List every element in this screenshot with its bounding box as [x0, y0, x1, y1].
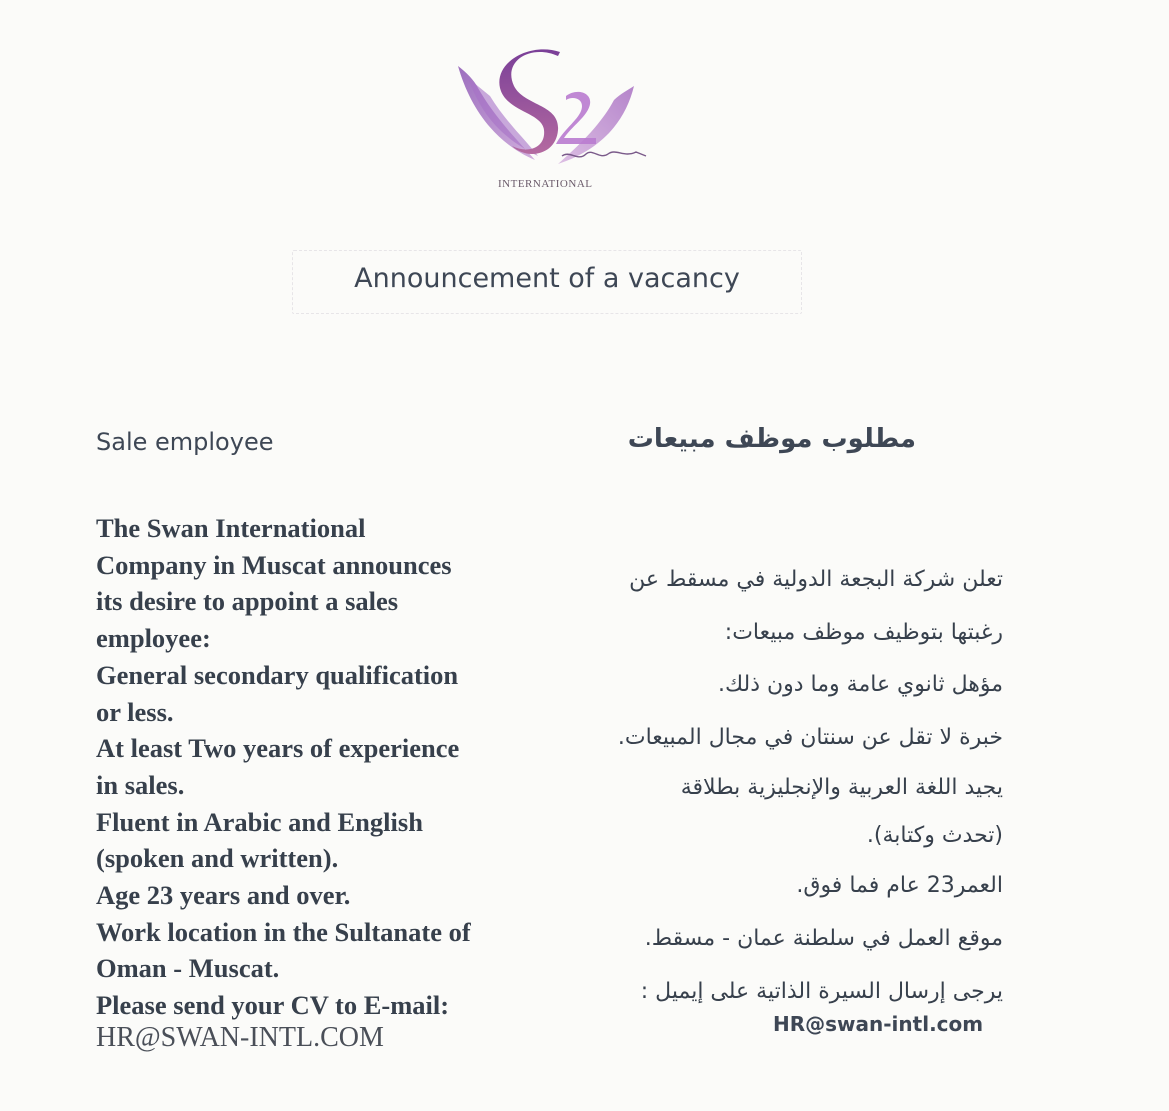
english-body	[96, 510, 538, 1024]
english-heading: Sale employee	[96, 428, 274, 456]
english-line: Work location in the Sultanate of	[96, 916, 471, 947]
english-line: Fluent in Arabic and English	[96, 806, 423, 837]
english-line: General secondary qualification	[96, 659, 459, 690]
english-line: Age 23 years and over.	[96, 880, 351, 911]
arabic-line: رغبتها بتوظيف موظف مبيعات:	[724, 619, 1003, 645]
english-line: Oman - Muscat.	[96, 953, 280, 984]
arabic-heading: مطلوب موظف مبيعات	[627, 424, 916, 454]
arabic-line: تعلن شركة البجعة الدولية في مسقط عن	[629, 567, 1003, 592]
english-email-link[interactable]: HR@SWAN-INTL.COM	[96, 1022, 384, 1053]
company-logo	[440, 38, 655, 198]
arabic-line: العمر23 عام فما فوق.	[796, 873, 1003, 899]
page-title: Announcement of a vacancy	[354, 263, 740, 294]
english-line: Company in Muscat announces	[96, 549, 452, 580]
english-line: or less.	[96, 696, 174, 727]
arabic-line: يجيد اللغة العربية والإنجليزية بطلاقة	[680, 775, 1003, 801]
english-line: Please send your CV to E-mail:	[96, 990, 450, 1021]
arabic-line: موقع العمل في سلطنة عمان - مسقط.	[644, 925, 1003, 951]
swan-logo-icon	[440, 38, 655, 188]
english-line: employee:	[96, 623, 211, 654]
logo-caption: INTERNATIONAL	[498, 178, 593, 190]
arabic-line: خبرة لا تقل عن سنتان في مجال المبيعات.	[617, 724, 1003, 750]
english-line: At least Two years of experience	[96, 733, 460, 764]
english-line: its desire to appoint a sales	[96, 586, 399, 617]
arabic-line: يرجى إرسال السيرة الذاتية على إيميل :	[640, 978, 1003, 1004]
arabic-line: (تحدث وكتابة).	[866, 823, 1003, 849]
arabic-line: مؤهل ثانوي عامة وما دون ذلك.	[717, 672, 1003, 698]
english-line: (spoken and written).	[96, 843, 339, 874]
arabic-body	[563, 554, 1003, 1018]
english-line: The Swan International	[96, 513, 366, 543]
title-box	[292, 250, 802, 314]
english-line: in sales.	[96, 769, 185, 800]
arabic-email-link[interactable]: HR@swan-intl.com	[773, 1012, 984, 1036]
